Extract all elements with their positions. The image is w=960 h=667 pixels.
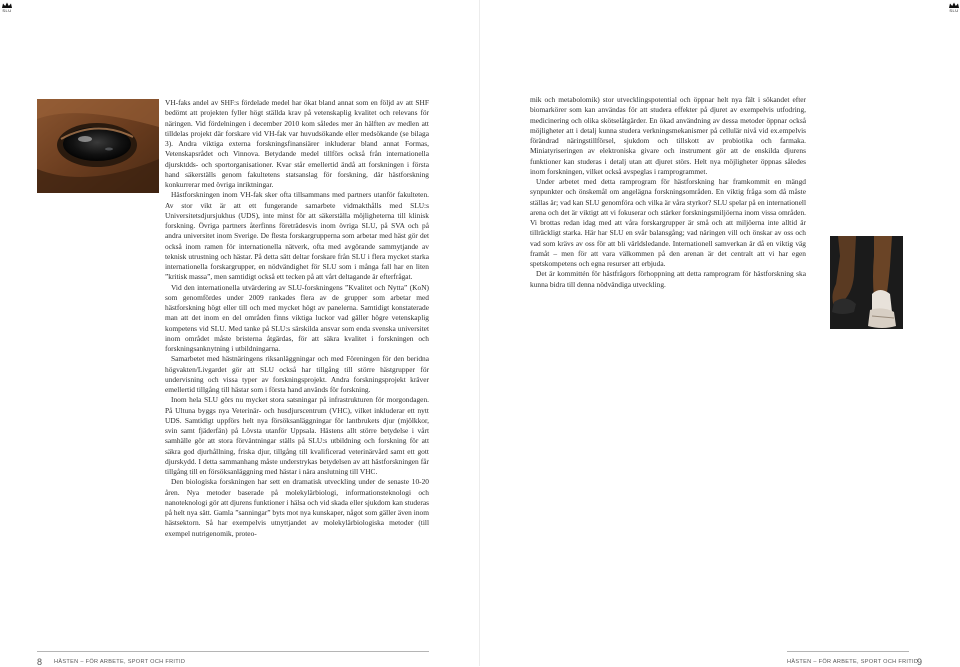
paragraph: Inom hela SLU görs nu mycket stora satsningar på infrastrukturen för morgondagen. På Ultuna byggs nya Veterinär- och husdjurscentrum (VHC), vilket inkluderar ett nytt UDS. Samtidigt uppförs helt nya försöksanläggningar för lantbrukets djur (mjölkkor, svin samt fjäderfän) på Lövsta utanför Uppsala. Hästens allt större betydelse i vårt samhälle gör att stora förväntningar ställs på SLU:s utbildning och forskning för att säkra god djurhållning, friska djur, tillgång till kvalificerad veterinärvård samt ett gott djurskydd. I detta sammanhang måste understrykas betydelsen av att hästforskningen får tillgång till en försöksanläggning med hästar i nära anslutning till VHC.: [165, 395, 429, 476]
footer-rule: [37, 651, 429, 652]
running-head: HÄSTEN – FÖR ARBETE, SPORT OCH FRITID: [54, 659, 186, 665]
left-text-column: [165, 98, 429, 539]
right-page: [480, 0, 960, 666]
paragraph: mik och metabolomik) stor utvecklingspotential och öppnar helt nya fält i sökandet efter biomarkörer som kan användas för att studera effekter på djuret av exempelvis utfodring, medicinering och olika skötselåtgärder. En ökad användning av dessa metoder öppnar också möjligheter att i detalj kunna studera verkningsmekanismer på cellulär nivå vid ex.empelvis förändrad näringstillförsel, sjukdom och tillskott av probiotika och farmaka. Miniatyriseringen av elektroniska givare och instrument gör att de enskilda djurens funktioner kan studeras i detalj utan att djuret störs. Helt nya möjligheter öppnas således inom forskningen, vilket också avspeglas i ramprogrammet.: [530, 95, 806, 176]
slu-logo: [947, 2, 960, 14]
paragraph: Under arbetet med detta ramprogram för hästforskning har framkommit en mängd synpunkter och önskemål om angelägna forskningsområden. En viktig fråga som då måste ställas är; vad kan SLU genomföra och vilka är våra styrkor? SLU spelar på en internationell arena och det är viktigt att vi fokuserar och stärker forskningsmiljöerna inom vissa områden. Vi brottas redan idag med att våra forskargrupper är små och att miljöerna inte alltid är tillräckligt starka. Här har SLU en svår balansgång; vad näringen vill och önskar av oss och vad som krävs av oss för att bli världsledande. Internationell samverkan är då en viktig väg framåt – men för att vara välkommen på den arenan är det centralt att vi har egen spetskompetens och egna resurser att erbjuda.: [530, 177, 806, 268]
running-head: HÄSTEN – FÖR ARBETE, SPORT OCH FRITID: [787, 659, 919, 665]
left-page: [0, 0, 480, 666]
slu-logo: [0, 2, 14, 14]
horse-legs-photo: [830, 236, 903, 329]
logo-text: SLU: [949, 8, 959, 13]
paragraph: Samarbetet med hästnäringens riksanläggningar och med Föreningen för den beridna högvakten/Livgardet gör att SLU också har tillgång till större hästgrupper för undervisning och vissa typer av forskningsprojekt. Andra forskningsprojekt kräver emellertid tillgång till hästar som i första hand används för forskning.: [165, 354, 429, 394]
footer-rule: [787, 651, 909, 652]
right-text-column: [530, 95, 806, 290]
paragraph: Hästforskningen inom VH-fak sker ofta tillsammans med partners utanför fakulteten. Av stor vikt är att ett fungerande samarbete vidmakthålls med SLU:s Universitetsdjursjukhus (UDS), inte minst för att säkerställa möjligheterna till klinisk forskning. Övriga partners återfinns företrädesvis inom övriga SLU, på SVA och på andra universitet inom Sverige. De flesta forskargrupperna som arbetar med häst gör det också inom ramen för internationella nätverk, ofta med avgörande sammytjande av teknisk utrustning och hästar. På detta sätt deltar forskare från SLU i flera mycket starka internationella forskargrupper, en nödvändighet för SLU som i många fall har en liten ”kritisk massa”, men samtidigt också ett tecken på att vårt deltagande är efterfrågat.: [165, 190, 429, 282]
paragraph: Vid den internationella utvärdering av SLU-forskningens ”Kvalitet och Nytta” (KoN) som genomfördes under 2009 rankades flera av de grupper som arbetar med hästforskning högt eller till och med mycket högt av panelerna. Samtidigt konstaterade man att det inom en del områden finns viktiga luckor vad gäller högre vetenskaplig kompetens vid SLU. Med tanke på SLU:s särskilda ansvar som enda svenska universitet inom området måste bristerna åtgärdas, för att säkra kvalitet i forskningen och forskningsanknytning i utbildningarna.: [165, 282, 429, 353]
page-number: 9: [917, 657, 923, 667]
page-number: 8: [37, 657, 43, 667]
horse-eye-photo: [37, 99, 159, 193]
paragraph: VH-faks andel av SHF:s fördelade medel har ökat bland annat som en följd av att SHF bedömt att projekten fyller högt ställda krav på vetenskaplig kvalitet och relevans för näringen. Vid fördelningen i december 2010 kom således mer än hälften av medlen att tilldelas projekt där forskare vid VH-fak var huvudsökande eller medsökande (se bilaga 3). Andra viktiga externa forskningsfinansiärer inkluderar bland annat Formas, Vetenskapsrådet och Vinnova. Betydande medel tillförs också från internationella djursktdds- och sportorganisationer. Kvar står emellertid ändå att forskningen i första hand säkerställs genom fakultetens statsanslag för forskning, där hästforskning konkurrerar med övriga inriktningar.: [165, 98, 429, 189]
logo-text: SLU: [2, 8, 12, 13]
paragraph: Det är kommittén för hästfrågors förhoppning att detta ramprogram för hästforskning ska kunna bidra till denna nödvändiga utveckling.: [530, 269, 806, 289]
paragraph: Den biologiska forskningen har sett en dramatisk utveckling under de senaste 10-20 åren. Nya metoder baserade på molekylärbiologi, informationsteknologi och nanoteknologi gör att djurens funktioner i hälsa och vid skada eller sjukdom kan studeras på helt nya sätt. Gamla ”sanningar” byts mot nya kunskaper, något som gäller även inom hästsektorn. Så har exempelvis utnyttjandet av molekylärbiologiska metoder (till exempel nutrigenomik, proteo-: [165, 477, 429, 538]
